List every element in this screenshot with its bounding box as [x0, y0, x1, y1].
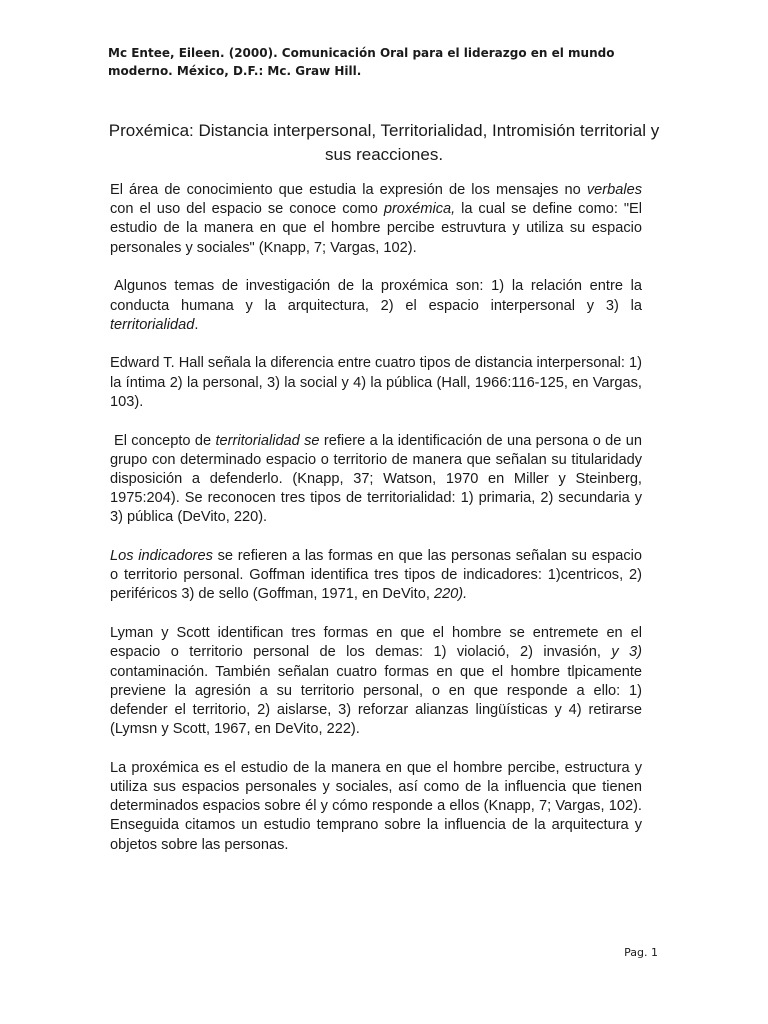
paragraph-1	[110, 181, 642, 258]
paragraph-6	[110, 624, 642, 739]
paragraph-4-text-b: refiere a la identificación de una persona o de un grupo con determinado espacio o territorio de manera que señalan su titularidady disposición a defenderlo. (Knapp, 37; Watson, 1970 en Miller y Steinberg, 1975:204). Se reconocen tres tipos de territorialidad: 1) primaria, 2) secundaria y 3) pública (DeVito, 220).	[110, 432, 642, 526]
paragraph-1-text-b: con el uso del espacio se conoce como	[110, 201, 384, 218]
header-citation: Mc Entee, Eileen. (2000). Comunicación Oral para el liderazgo en el mundo moderno. México, D.F.: Mc. Graw Hill.	[108, 46, 615, 78]
paragraph-2-text-b: .	[194, 316, 199, 333]
paragraph-1-text-c: la cual se define como: "El estudio de la manera en que el hombre percibe estruvtura y utiliza su espacio personales y sociales" (Knapp, 7; Vargas, 102).	[110, 201, 643, 256]
paragraph-3: Edward T. Hall señala la diferencia entre cuatro tipos de distancia interpersonal: 1) la íntima 2) la personal, 3) la social y 4) la pública (Hall, 1966:116-125, en Vargas, 103).	[110, 355, 642, 410]
paragraph-5-italic-b: 220).	[433, 586, 468, 603]
paragraph-6-italic-a: y 3)	[611, 644, 642, 661]
paragraph-2-italic-a: territorialidad	[110, 316, 195, 333]
paragraph-1-italic-a: verbales	[586, 182, 642, 198]
paragraph-4-text-a: El concepto de	[114, 432, 216, 449]
paragraph-2	[110, 277, 642, 335]
paragraph-6-text-b: contaminación. También señalan cuatro formas en que el hombre tlpicamente previene la agresión a su territorio personal, o en que responde a ello: 1) defender el territorio, 2) aislarse, 3) reforzar alianzas lingüísticas y 4) retirarse (Lymsn y Scott, 1967, en DeVito, 222).	[110, 663, 642, 738]
paragraph-5	[110, 547, 642, 605]
paragraph-5-text-a: se refieren a las formas en que las personas señalan su espacio o territorio personal. Goffman identifica tres tipos de indicadores: 1)centricos, 2) periféricos 3) de sello (Goffman, 1971, en DeVito,	[110, 548, 642, 603]
paragraph-6-text-a: Lyman y Scott identifican tres formas en que el hombre se entremete en el espacio o territorio personal de los demas: 1) violació, 2) invasión,	[110, 625, 642, 661]
paragraph-1-text-a: El área de conocimiento que estudia la expresión de los mensajes no	[110, 182, 587, 198]
paragraph-2-text-a: Algunos temas de investigación de la proxémica son: 1) la relación entre la conducta humana y la arquitectura, 2) el espacio interpersonal y 3) la	[110, 278, 642, 314]
document-body	[110, 181, 642, 874]
document-title: Proxémica: Distancia interpersonal, Territorialidad, Intromisión territorial y sus reacciones.	[108, 121, 660, 164]
page-number: Pag. 1	[624, 946, 658, 959]
paragraph-4-italic-a: territorialidad se	[215, 432, 320, 449]
paragraph-7: La proxémica es el estudio de la manera en que el hombre percibe, estructura y utiliza sus espacios personales y sociales, así como de la influencia que tienen determinados espacios sobre él y cómo responde a ellos (Knapp, 7; Vargas, 102). Enseguida citamos un estudio temprano sobre la influencia de la arquitectura y objetos sobre las personas.	[110, 759, 642, 853]
paragraph-5-italic-a: Los indicadores	[110, 548, 213, 565]
paragraph-1-italic-b: proxémica,	[383, 201, 456, 218]
paragraph-4	[110, 432, 642, 528]
